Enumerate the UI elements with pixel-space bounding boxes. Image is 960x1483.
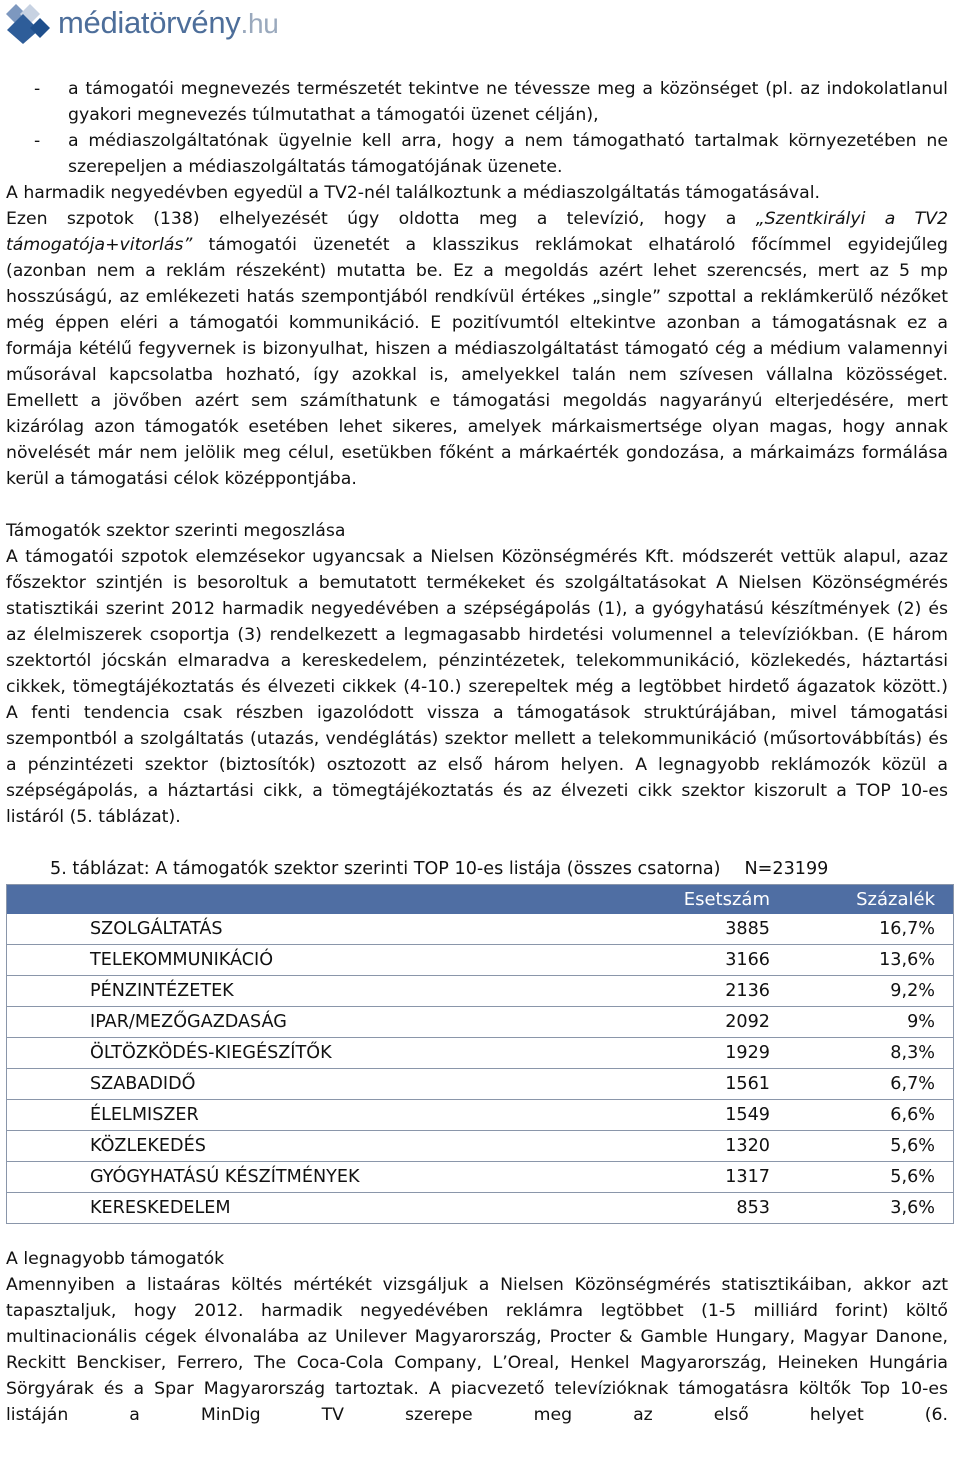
cell-percent: 16,7% — [780, 914, 954, 945]
cell-percent: 13,6% — [780, 945, 954, 976]
table-row — [7, 914, 954, 945]
cell-count: 853 — [736, 1198, 770, 1218]
header-count: Esetszám — [620, 885, 780, 915]
table-caption — [50, 856, 948, 882]
cell-category: TELEKOMMUNIKÁCIÓ — [7, 945, 621, 976]
cell-count: 2136 — [620, 976, 780, 1007]
table-row — [7, 1038, 954, 1069]
document-body — [6, 76, 948, 1454]
paragraph-largest: Amennyiben a listaáras költés mértékét vizsgáljuk a Nielsen Közönségmérés statisztikáiban, akkor azt tapasztaljuk, hogy 2012. harmadik negyedévében reklámra legtöbbet (1-5 milliárd forint) költő multinacionális cégek élvonalába az Unilever Magyarország, Procter & Gamble Hungary, Magyar Danone, Reckitt Benckiser, Ferrero, The Coca-Cola Company, L’Oreal, Henkel Magyarország, Heineken Hungária Sörgyárak és a Spar Magyarország tartoztak. A piacvezető televízióknak támogatásra költők Top 10-es listáján a MinDig TV szerepe meg az első helyet (6. — [6, 1275, 948, 1425]
paragraph-text: támogatói üzenetét a klasszikus reklámokat elhatároló főcímmel egyidejűleg (azonban nem a reklám részeként) mutatta be. Ez a megoldás azért lehet szerencsés, mert az 5 mp hosszúságú, az emlékezeti hatás szempontjából rendkívül értékes „single” szpottal a reklámkerülő nézőket még éppen eléri a támogatói kommunikáció. E pozitívumtól eltekintve azonban a támogatásnak ez a formája kétélű fegyvernek is bizonyulhat, hiszen a médiaszolgáltatást támogató cég a médium valamennyi műsorával kapcsolatba hozható, így azokkal is, amelyekkel talán nem szívesen vállalna közösséget. Emellett a jövőben azért sem számíthatunk e támogatási megoldás nagyarányú elterjedésére, mert kizárólag azon támogatók esetében lehet sikeres, amelyek márkaismertsége olyan magas, hogy annak növelését már nem jelölik meg célul, esetükben főként a márkaérték gondozása, a márkaimázs formálása kerül a támogatási célok középpontjába. — [6, 235, 948, 489]
cell-count: 3885 — [620, 914, 780, 945]
cell-percent: 9,2% — [780, 976, 954, 1007]
table-row — [7, 1100, 954, 1131]
header-percent: Százalék — [780, 885, 954, 915]
cell-count: 1561 — [620, 1069, 780, 1100]
site-logo[interactable] — [4, 2, 279, 44]
paragraph-szentkiralyi — [6, 206, 948, 492]
cell-category: PÉNZINTÉZETEK — [7, 976, 621, 1007]
header-category — [7, 885, 621, 915]
sector-table — [6, 884, 954, 1224]
section-heading-sector: Támogatók szektor szerinti megoszlása — [6, 521, 346, 541]
cell-percent: 6,7% — [780, 1069, 954, 1100]
cell-percent: 3,6% — [890, 1198, 935, 1218]
bullet-item — [6, 128, 948, 180]
cell-category: KÖZLEKEDÉS — [7, 1131, 621, 1162]
table-row — [7, 1007, 954, 1038]
cell-percent: 5,6% — [780, 1162, 954, 1193]
table-n-label: N=23199 — [744, 859, 829, 879]
cell-category: ÖLTÖZKÖDÉS-KIEGÉSZÍTŐK — [7, 1038, 621, 1069]
cell-count: 1317 — [620, 1162, 780, 1193]
cell-count: 1929 — [620, 1038, 780, 1069]
table-row — [7, 976, 954, 1007]
cell-percent: 6,6% — [780, 1100, 954, 1131]
cell-category: KERESKEDELEM — [90, 1198, 231, 1218]
logo-tld: .hu — [240, 8, 279, 39]
cell-percent: 8,3% — [780, 1038, 954, 1069]
cell-percent: 9% — [780, 1007, 954, 1038]
cell-category: GYÓGYHATÁSÚ KÉSZÍTMÉNYEK — [7, 1162, 621, 1193]
cell-category: IPAR/MEZŐGAZDASÁG — [7, 1007, 621, 1038]
bullet-dash: - — [34, 79, 41, 99]
logo-diamond-icon — [4, 2, 52, 44]
table-caption-text: 5. táblázat: A támogatók szektor szerinti TOP 10-es listája (összes csatorna) — [50, 859, 721, 879]
bullet-dash: - — [34, 131, 41, 151]
table-row — [7, 1162, 954, 1193]
cell-count: 2092 — [620, 1007, 780, 1038]
paragraph-tv2: A harmadik negyedévben egyedül a TV2-nél találkoztunk a médiaszolgáltatás támogatásával. — [6, 183, 821, 203]
bullet-text: a támogatói megnevezés természetét tekintve ne tévessze meg a közönséget (pl. az indokolatlanul gyakori megnevezés túlmutathat a támogatói üzenet célján), — [68, 79, 948, 125]
cell-percent: 5,6% — [780, 1131, 954, 1162]
table-row — [7, 945, 954, 976]
cell-category: ÉLELMISZER — [7, 1100, 621, 1131]
cell-count: 1549 — [620, 1100, 780, 1131]
cell-count: 3166 — [620, 945, 780, 976]
table-header-row — [7, 885, 954, 915]
paragraph-text: Ezen szpotok (138) elhelyezését úgy oldotta meg a televízió, hogy a — [6, 209, 756, 229]
bullet-text: a médiaszolgáltatónak ügyelnie kell arra, hogy a nem támogatható tartalmak környezetében ne szerepeljen a médiaszolgáltatás támogatójának üzenete. — [68, 131, 948, 177]
section-heading-largest: A legnagyobb támogatók — [6, 1249, 225, 1269]
cell-count: 1320 — [620, 1131, 780, 1162]
table-row — [7, 1193, 954, 1224]
paragraph-sector: A támogatói szpotok elemzésekor ugyancsak a Nielsen Közönségmérés Kft. módszerét vettük alapul, azaz főszektor szintjén is besoroltuk a bemutatott termékeket és szolgáltatásokat A Nielsen Közönségmérés statisztikái szerint 2012 harmadik negyedévében a szépségápolás (1), a gyógyhatású készítmények (2) és az élelmiszerek csoportja (3) rendelkezett a legmagasabb hirdetési volumennel a televíziókban. (E három szektortól jócskán elmaradva a kereskedelem, pénzintézetek, telekommunikáció, közlekedés, háztartási cikkek, tömegtájékoztatás és élvezeti cikkek (4-10.) szerepeltek még a legtöbbet hirdető ágazatok között.) A fenti tendencia csak részben igazolódott vissza a támogatások struktúrájában, mivel támogatási szempontból a szolgáltatás (utazás, vendéglátás) szektor mellett a telekommunikáció (műsortovábbítás) és a pénzintézeti szektor (biztosítók) osztozott az első három helyen. A legnagyobb reklámozók közül a szépségápolás, a háztartási cikk, a tömegtájékoztatás és az élvezeti cikk szektor kiszorult a TOP 10-es listáról (5. táblázat). — [6, 547, 948, 827]
table-row — [7, 1131, 954, 1162]
logo-text — [58, 5, 279, 41]
cell-category: SZABADIDŐ — [7, 1069, 621, 1100]
quoted-message: „Szentkirályi a TV2 támogatója+vitorlás” — [6, 209, 948, 255]
table-row — [7, 1069, 954, 1100]
bullet-item — [6, 76, 948, 128]
cell-category: SZOLGÁLTATÁS — [7, 914, 621, 945]
logo-brand: médiatörvény — [58, 5, 241, 40]
